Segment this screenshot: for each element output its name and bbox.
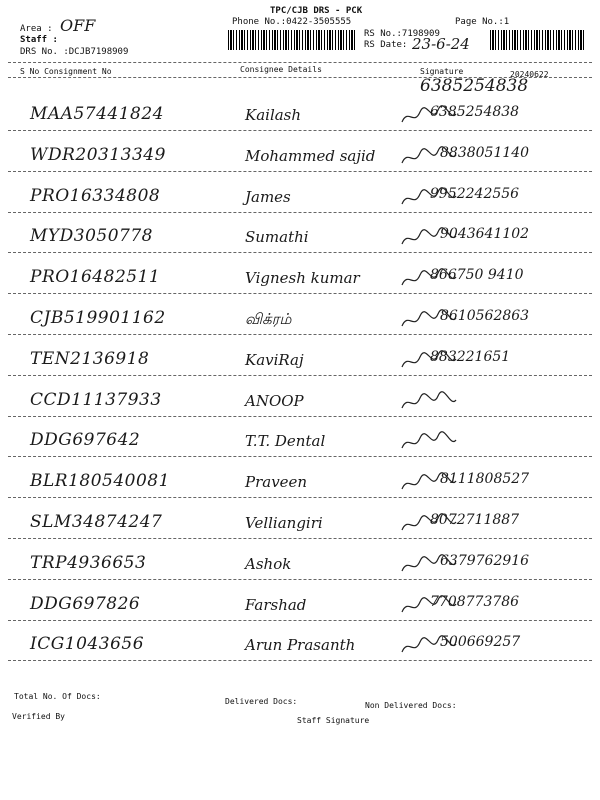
rs-date-label: RS Date: [364, 40, 408, 50]
rs-date-value: 23-6-24 [412, 35, 470, 53]
signature-phone: 8838051140 [440, 145, 530, 161]
consignment-number: CJB519901162 [30, 308, 166, 328]
table-row [0, 594, 600, 634]
consignment-number: TEN2136918 [30, 349, 150, 369]
non-delivered-docs-label: Non Delivered Docs: [365, 701, 457, 710]
consignment-number: SLM34874247 [30, 512, 163, 532]
area-label: Area : [20, 24, 53, 34]
consignment-number: DDG697642 [30, 430, 141, 450]
total-docs-label: Total No. Of Docs: [14, 692, 101, 701]
signature-phone: 6379762916 [440, 553, 530, 569]
top-phone-note: 6385254838 [420, 76, 529, 96]
consignment-number: PRO16334808 [30, 186, 161, 206]
row-divider [8, 130, 592, 131]
table-row [0, 634, 600, 674]
table-row [0, 145, 600, 185]
signature-scribble [400, 226, 460, 250]
table-row [0, 390, 600, 430]
table-row [0, 349, 600, 389]
row-divider [8, 252, 592, 253]
row-divider [8, 416, 592, 417]
row-divider [8, 660, 592, 661]
table-row [0, 471, 600, 511]
row-divider [8, 334, 592, 335]
staff-signature-label: Staff Signature [297, 716, 370, 725]
delivered-docs-label: Delivered Docs: [225, 697, 298, 706]
verified-by-label: Verified By [12, 712, 65, 721]
row-divider [8, 293, 592, 294]
signature-scribble [400, 267, 460, 291]
barcode-right [490, 30, 586, 50]
drs-number: DRS No. :DCJB7198909 [20, 47, 129, 57]
barcode-left [228, 30, 356, 50]
consignee-name: Vignesh kumar [245, 269, 360, 287]
signature-scribble [400, 349, 460, 373]
row-divider [8, 497, 592, 498]
consignment-number: MYD3050778 [30, 226, 153, 246]
row-divider [8, 579, 592, 580]
table-row [0, 308, 600, 348]
signature-phone: 6385254838 [430, 104, 520, 120]
signature-phone: 8072711887 [430, 512, 520, 528]
signature-phone: 500669257 [440, 634, 521, 650]
column-header-signature: Signature [420, 67, 464, 76]
signature-scribble [400, 308, 460, 332]
consignee-name: விக்ரம் [245, 310, 292, 328]
consignee-name: Arun Prasanth [245, 636, 356, 654]
row-divider [8, 538, 592, 539]
signature-scribble [400, 634, 460, 658]
signature-scribble [400, 145, 460, 169]
consignment-number: CCD11137933 [30, 390, 162, 410]
signature-scribble [400, 104, 460, 128]
page-number: Page No.:1 [455, 17, 510, 27]
phone-number: Phone No.:0422-3505555 [232, 17, 352, 27]
consignee-name: KaviRaj [245, 351, 304, 369]
table-row [0, 267, 600, 307]
consignee-name: T.T. Dental [245, 432, 326, 450]
signature-phone: 8610562863 [440, 308, 530, 324]
signature-scribble [400, 512, 460, 536]
table-row [0, 430, 600, 470]
column-header-consignment: S No Consignment No [20, 67, 112, 76]
consignment-number: MAA57441824 [30, 104, 164, 124]
table-row [0, 512, 600, 552]
consignment-number: BLR180540081 [30, 471, 170, 491]
signature-scribble [400, 594, 460, 618]
table-row [0, 226, 600, 266]
row-divider [8, 456, 592, 457]
row-divider [8, 171, 592, 172]
consignment-number: PRO16482511 [30, 267, 161, 287]
consignee-name: Velliangiri [245, 514, 323, 532]
consignment-number: ICG1043656 [30, 634, 145, 654]
signature-phone: 883221651 [430, 349, 511, 365]
row-divider [8, 375, 592, 376]
signature-phone: 9043641102 [440, 226, 530, 242]
consignment-number: TRP4936653 [30, 553, 147, 573]
signature-scribble [400, 430, 460, 454]
table-row [0, 104, 600, 144]
signature-phone: 8111808527 [440, 471, 530, 487]
signature-phone: 866750 9410 [430, 267, 524, 283]
signature-scribble [400, 471, 460, 495]
consignee-name: Praveen [245, 473, 308, 491]
column-header-consignee: Consignee Details [240, 65, 322, 74]
signature-phone: 7708773786 [430, 594, 520, 610]
signature-scribble [400, 186, 460, 210]
consignee-name: Ashok [245, 555, 292, 573]
consignment-number: DDG697826 [30, 594, 141, 614]
area-value: OFF [60, 16, 96, 35]
consignee-name: Farshad [245, 596, 307, 614]
page-title: TPC/CJB DRS - PCK [270, 6, 363, 16]
header-divider [8, 62, 592, 63]
rs-number: RS No.:7198909 [364, 29, 440, 39]
signature-scribble [400, 390, 460, 414]
consignee-name: Kailash [245, 106, 302, 124]
consignee-name: ANOOP [245, 392, 304, 410]
consignee-name: Mohammed sajid [245, 147, 376, 165]
signature-phone: 9952242556 [430, 186, 520, 202]
staff-label: Staff : [20, 35, 58, 45]
consignment-number: WDR20313349 [30, 145, 166, 165]
consignee-name: James [245, 188, 291, 206]
signature-scribble [400, 553, 460, 577]
date-stamp: 20240622 [510, 70, 549, 79]
table-row [0, 186, 600, 226]
table-row [0, 553, 600, 593]
consignee-name: Sumathi [245, 228, 309, 246]
row-divider [8, 620, 592, 621]
row-divider [8, 212, 592, 213]
